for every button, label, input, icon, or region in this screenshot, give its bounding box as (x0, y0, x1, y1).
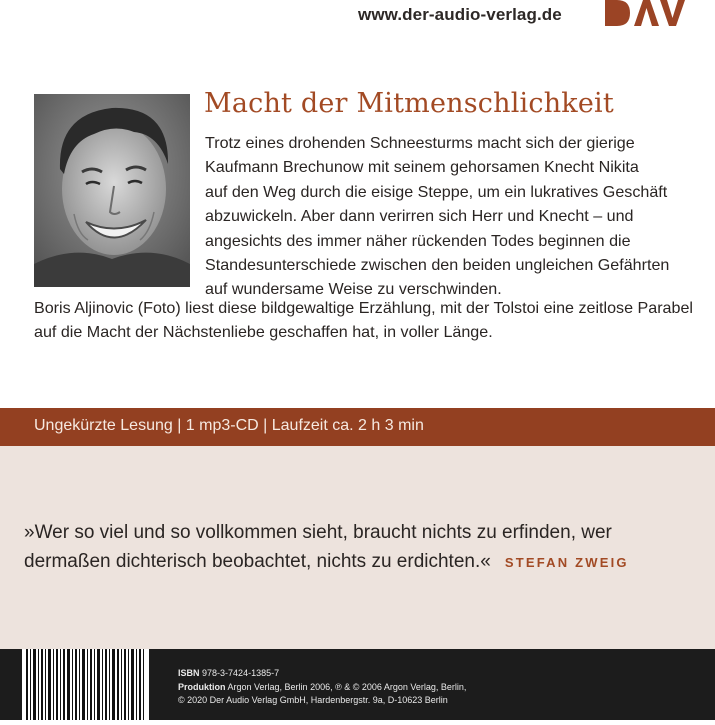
quote-text (24, 518, 629, 577)
footer-legal-text (178, 667, 466, 708)
isbn-label: ISBN (178, 668, 200, 678)
description-line: Boris Aljinovic (Foto) liest diese bildgewaltige Erzählung, mit der Tolstoi eine zeitlose Parabel (34, 299, 693, 317)
quote-line-2: dermaßen dichterisch beobachtet, nichts zu erdichten.« (24, 551, 491, 572)
barcode (22, 649, 149, 720)
description-paragraph-1 (205, 131, 705, 302)
quote-line-1: »Wer so viel und so vollkommen sieht, braucht nichts zu erfinden, wer (24, 522, 612, 543)
description-paragraph-2 (34, 296, 704, 345)
description-line: angesichts des immer näher rückenden Todes beginnen die (205, 231, 631, 250)
book-title: Macht der Mitmenschlichkeit (204, 88, 614, 119)
portrait-image (34, 94, 190, 287)
product-info-band (0, 408, 715, 446)
description-line: auf wundersame Weise zu verschwinden. (205, 280, 502, 299)
barcode-bars (22, 649, 149, 720)
description-line: Trotz eines drohenden Schneesturms macht sich der gierige (205, 134, 635, 152)
dav-logo (603, 0, 685, 26)
description-line: abzuwickeln. Aber dann verirren sich Herr und Knecht – und (205, 207, 634, 226)
narrator-photo (34, 94, 190, 287)
description-line: auf den Weg durch die eisige Steppe, um ein lukratives Geschäft (205, 182, 668, 201)
description-line: Kaufmann Brechunow mit seinem gehorsamen Knecht Nikita (205, 158, 639, 177)
copyright-line: © 2020 Der Audio Verlag GmbH, Hardenbergstr. 9a, D-10623 Berlin (178, 695, 448, 705)
quote-section (0, 446, 715, 649)
quote-author: STEFAN ZWEIG (504, 555, 629, 570)
description-line: auf die Macht der Nächstenliebe geschaffen hat, in voller Länge. (34, 323, 493, 342)
website-url[interactable]: www.der-audio-verlag.de (358, 5, 562, 24)
isbn-value: 978-3-7424-1385-7 (202, 668, 280, 678)
produktion-label: Produktion (178, 681, 226, 692)
product-info-text: Ungekürzte Lesung | 1 mp3-CD | Laufzeit ca. 2 h 3 min (34, 417, 424, 434)
description-line: Standesunterschiede zwischen den beiden ungleichen Gefährten (205, 256, 670, 275)
produktion-value: Argon Verlag, Berlin 2006, ℗ & © 2006 Argon Verlag, Berlin, (227, 681, 467, 692)
